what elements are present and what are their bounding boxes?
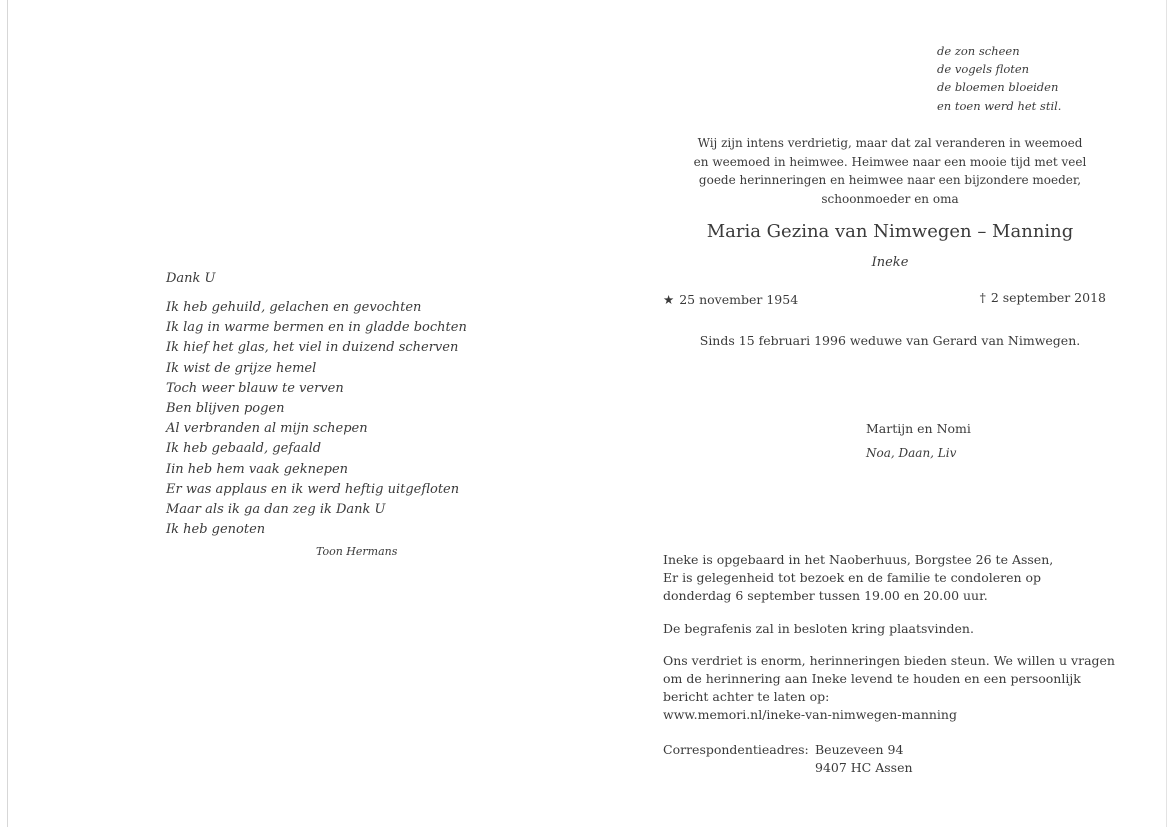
intro-line: schoonmoeder en oma [821, 191, 959, 206]
verse-line: de vogels floten [937, 62, 1030, 77]
death-date-text: 2 september 2018 [990, 290, 1106, 305]
funeral-line: De begrafenis zal in besloten kring plaatsvinden. [663, 620, 974, 636]
intro-line: goede herinneringen en heimwee naar een bijzondere moeder, [698, 173, 1082, 187]
poem-line: Ben blijven pogen [166, 401, 285, 417]
page-edge-left [7, 0, 8, 827]
poem-line: Ik heb gebaald, gefaald [166, 441, 322, 457]
poem-line: Ik lag in warme bermen en in gladde bochten [166, 320, 467, 336]
page-edge-right [1166, 0, 1167, 827]
death-date [980, 289, 1106, 307]
funeral-paragraph [663, 620, 1113, 638]
poem-line: Er was applaus en ik werd heftig uitgefloten [166, 481, 460, 497]
verse-line: de zon scheen [937, 44, 1020, 58]
grandchildren-names: Noa, Daan, Liv [866, 446, 957, 460]
memorial-paragraph [663, 652, 1113, 725]
poem-line: Ik hief het glas, het viel in duizend scherven [166, 340, 459, 356]
intro-line: Wij zijn intens verdrietig, maar dat zal veranderen in weemoed [697, 136, 1083, 150]
poem-line: Ik wist de grijze hemel [166, 360, 317, 376]
poem [166, 270, 496, 540]
poem-line: Al verbranden al mijn schepen [166, 421, 368, 437]
short-verse [937, 42, 1061, 115]
poem-title: Dank U [166, 271, 216, 286]
memorial-line: Ons verdriet is enorm, herinneringen bieden steun. We willen u vragen [663, 652, 1115, 668]
poem-line: Ik heb genoten [166, 522, 266, 538]
verse-line: en toen werd het stil. [937, 98, 1062, 113]
memorial-line: om de herinnering aan Ineke levend te houden en een persoonlijk [663, 671, 1081, 687]
verse-line: de bloemen bloeiden [937, 80, 1059, 95]
poem-line: Toch weer blauw te verven [166, 380, 344, 396]
poem-line: Maar als ik ga dan zeg ik Dank U [166, 502, 386, 518]
cross-icon: † [979, 290, 986, 305]
address-city: 9407 HC Assen [815, 760, 913, 775]
birth-date-text: 25 november 1954 [679, 292, 799, 307]
viewing-line: Er is gelegenheid tot bezoek en de familie te condoleren op [663, 570, 1042, 586]
viewing-paragraph [663, 551, 1113, 606]
intro-text [662, 134, 1118, 208]
intro-line: en weemoed in heimwee. Heimwee naar een mooie tijd met veel [693, 154, 1087, 169]
viewing-line: Ineke is opgebaard in het Naoberhuus, Borgstee 26 te Assen, [663, 552, 1054, 567]
star-icon: ★ [663, 292, 675, 307]
poem-line: Ik heb gehuild, gelachen en gevochten [166, 300, 422, 315]
poem-lines [166, 298, 496, 540]
address-street: Beuzeveen 94 [815, 742, 904, 757]
children-names: Martijn en Nomi [866, 421, 971, 436]
family [866, 420, 971, 462]
poem-line: Iin heb hem vaak geknepen [166, 461, 349, 477]
correspondence-label: Correspondentieadres: [663, 742, 809, 757]
widow-line: Sinds 15 februari 1996 weduwe van Gerard van Nimwegen. [699, 333, 1081, 348]
correspondence-street-city [815, 741, 913, 777]
funeral-details [663, 551, 1113, 739]
memorial-line: bericht achter te laten op: [663, 689, 830, 705]
deceased-full-name: Maria Gezina van Nimwegen – Manning [706, 221, 1074, 242]
viewing-line: donderdag 6 september tussen 19.00 en 20.00 uur. [663, 588, 988, 604]
birth-date [663, 291, 798, 309]
poem-author: Toon Hermans [316, 545, 398, 558]
deceased-nickname: Ineke [871, 255, 909, 270]
memorial-url: www.memori.nl/ineke-van-nimwegen-manning [663, 707, 957, 723]
